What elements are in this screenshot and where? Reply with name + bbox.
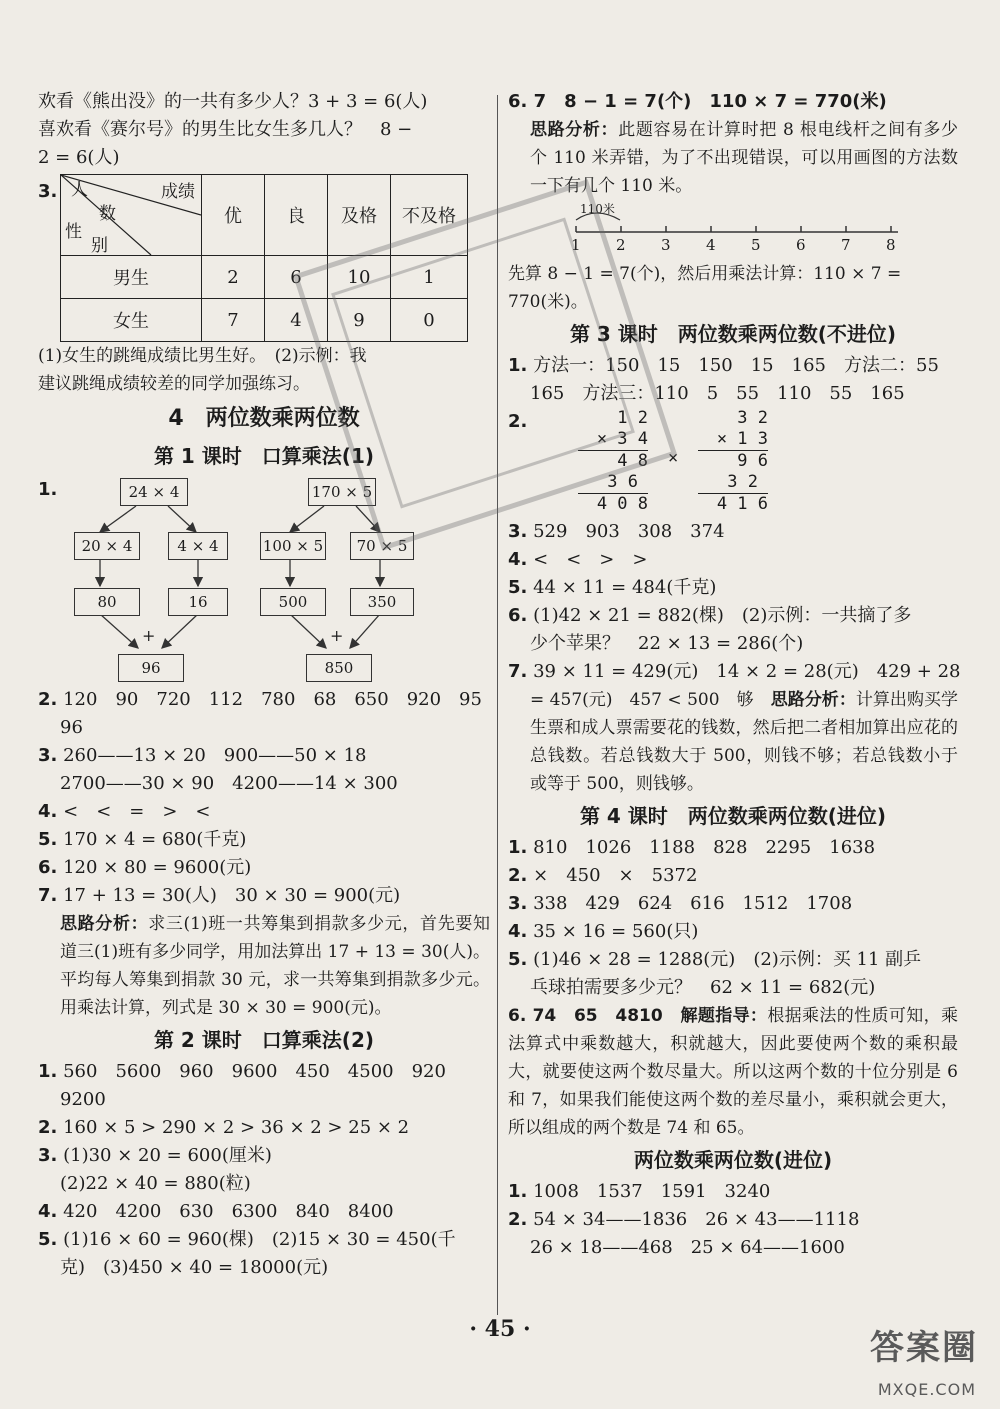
- answer-line: 96: [60, 717, 83, 738]
- lesson-title: 第 4 课时 两位数乘两位数(进位): [579, 804, 887, 828]
- answer-line: 4. 35 × 16 = 560(只): [508, 921, 699, 942]
- table-cell: 1: [391, 256, 468, 299]
- answer-line: 770(米)。: [508, 292, 588, 312]
- answer-line: 4. < < > >: [508, 549, 648, 570]
- table-cell: 4: [265, 299, 328, 342]
- answer-line: 165 方法三：110 5 55 110 55 165: [530, 383, 905, 404]
- page-number: · 45 ·: [469, 1316, 531, 1342]
- separator-mark: ×: [668, 448, 679, 468]
- question-number: 2.: [508, 411, 528, 432]
- lesson-title: 第 2 课时 口算乘法(2): [153, 1028, 375, 1052]
- vertical-calc: 1 2 × 3 4 4 8 3 6 4 0 8 × 3 2 × 1 3 9 6 3 2 4 1 6: [568, 408, 798, 518]
- tree-box: 4 × 4: [168, 532, 228, 560]
- answer-line: 3. 529 903 308 374: [508, 521, 725, 542]
- answer-line: 7. 17 + 13 = 30(人) 30 × 30 = 900(元): [38, 885, 401, 906]
- row-label: 男生: [61, 256, 202, 299]
- answer-line: 克) (3)450 × 40 = 18000(元): [60, 1257, 329, 1278]
- answer-line: 1. 560 5600 960 9600 450 4500 920: [38, 1061, 446, 1082]
- answer-line: 2. 160 × 5 > 290 × 2 > 36 × 2 > 25 × 2: [38, 1117, 410, 1138]
- analysis-paragraph: 思路分析：此题容易在计算时把 8 根电线杆之间有多少个 110 米弄错，为了不出现错误，可以用画图的方法数一下有几个 110 米。: [530, 120, 958, 196]
- tree-box: 350: [350, 588, 414, 616]
- tree-box: 170 × 5: [308, 478, 376, 506]
- intro-line: 喜欢看《赛尔号》的男生比女生多几人？ 8 −: [38, 119, 413, 140]
- number-line: [568, 200, 918, 260]
- table-cell: 6: [265, 256, 328, 299]
- tree-box: 850: [306, 654, 372, 682]
- tick-label: 2: [616, 236, 626, 254]
- header-cell: 及格: [328, 175, 391, 256]
- diag-people-label-1: 人: [71, 180, 88, 200]
- table-cell: 10: [328, 256, 391, 299]
- answer-line: 6. 120 × 80 = 9600(元): [38, 857, 252, 878]
- analysis-paragraph: 6. 74 65 4810 解题指导：根据乘法的性质可知，乘法算式中乘数越大，积就越大，因此要使两个数的乘积最大，就要使这两个数尽量大。所以这两个数的十位分别是 6 和 7，如果我们能使这两个数的差尽量小，乘积就会更大，所以组成的两个数是 74 和 65。: [508, 1006, 959, 1138]
- header-cell: 不及格: [391, 175, 468, 256]
- header-cell: 优: [202, 175, 265, 256]
- answer-line: 4. 420 4200 630 6300 840 8400: [38, 1201, 394, 1222]
- header-cell: 良: [265, 175, 328, 256]
- analysis-paragraph: = 457(元) 457 < 500 够 思路分析：计算出购买学生票和成人票需要花的钱数，然后把二者相加算出应花的总钱数。若总钱数大于 500，则钱不够；若总钱数小于或等于 500，则钱够。: [530, 690, 959, 794]
- q3-note: (1)女生的跳绳成绩比男生好。 (2)示例：我: [38, 346, 367, 366]
- answer-line: 3. (1)30 × 20 = 600(厘米): [38, 1145, 272, 1166]
- tree-box: 24 × 4: [120, 478, 188, 506]
- tick-label: 7: [841, 236, 851, 254]
- diag-gender-label-2: 别: [91, 236, 108, 256]
- lesson-title: 第 1 课时 口算乘法(1): [153, 444, 375, 468]
- analysis-paragraph: 思路分析：求三(1)班一共筹集到捐款多少元，首先要知道三(1)班有多少同学，用加法算出 17 + 13 = 30(人)。平均每人筹集到捐款 30 元，求一共筹集到捐款多少元。用乘法计算，列式是 30 × 30 = 900(元)。: [60, 914, 490, 1018]
- tree-box: 70 × 5: [350, 532, 414, 560]
- answer-line: 6. (1)42 × 21 = 882(棵) (2)示例：一共摘了多: [508, 605, 912, 626]
- answer-line: 5. 44 × 11 = 484(千克): [508, 577, 717, 598]
- tick-label: 1: [571, 236, 581, 254]
- answer-line: 2. 120 90 720 112 780 68 650 920 95: [38, 689, 482, 710]
- answer-line: 1. 810 1026 1188 828 2295 1638: [508, 837, 876, 858]
- table-cell: 2: [202, 256, 265, 299]
- answer-line: 6. 7 8 − 1 = 7(个) 110 × 7 = 770(米): [508, 91, 887, 112]
- answer-line: 5. (1)46 × 28 = 1288(元) (2)示例：买 11 副乒: [508, 949, 922, 970]
- tick-label: 4: [706, 236, 716, 254]
- tree-box: 80: [74, 588, 140, 616]
- intro-line: 2 = 6(人): [38, 147, 120, 168]
- table-cell: 0: [391, 299, 468, 342]
- diag-people-label-2: 数: [99, 204, 116, 224]
- answer-line: 3. 260——13 × 20 900——50 × 18: [38, 745, 367, 766]
- answer-line: 5. (1)16 × 60 = 960(棵) (2)15 × 30 = 450(千: [38, 1229, 456, 1250]
- tick-label: 5: [751, 236, 761, 254]
- tick-label: 8: [886, 236, 896, 254]
- question-number: 3.: [38, 181, 58, 202]
- answer-line: 1. 方法一：150 15 150 15 165 方法二：55: [508, 355, 939, 376]
- answer-line: 9200: [60, 1089, 106, 1110]
- tree-box: 20 × 4: [74, 532, 140, 560]
- answer-line: (2)22 × 40 = 880(粒): [60, 1173, 251, 1194]
- watermark-logo: 答案圈: [870, 1328, 978, 1368]
- lesson-title: 第 3 课时 两位数乘两位数(不进位): [569, 322, 897, 346]
- answer-line: 5. 170 × 4 = 680(千克): [38, 829, 247, 850]
- review-title: 两位数乘两位数(进位): [633, 1148, 833, 1172]
- answer-line: 26 × 18——468 25 × 64——1600: [530, 1237, 845, 1258]
- answer-line: 4. < < = > <: [38, 801, 211, 822]
- table-cell: 9: [328, 299, 391, 342]
- answer-line: 先算 8 − 1 = 7(个)，然后用乘法计算：110 × 7 =: [508, 264, 902, 284]
- q3-note: 建议跳绳成绩较差的同学加强练习。: [38, 374, 310, 394]
- tree-box: 100 × 5: [260, 532, 326, 560]
- answer-line: 乓球拍需要多少元？ 62 × 11 = 682(元): [530, 977, 876, 998]
- answer-line: 3. 338 429 624 616 1512 1708: [508, 893, 853, 914]
- answer-line: 2. 54 × 34——1836 26 × 43——1118: [508, 1209, 860, 1230]
- answer-line: 2. × 450 × 5372: [508, 865, 698, 886]
- unit-title: 4 两位数乘两位数: [168, 406, 360, 431]
- tree-box: 16: [168, 588, 228, 616]
- intro-line: 欢看《熊出没》的一共有多少人？3 + 3 = 6(人): [38, 91, 428, 112]
- table-cell: 7: [202, 299, 265, 342]
- answer-line: 1. 1008 1537 1591 3240: [508, 1181, 771, 1202]
- plus-sign: +: [142, 626, 156, 645]
- answer-line: 7. 39 × 11 = 429(元) 14 × 2 = 28(元) 429 + 28: [508, 661, 961, 682]
- answer-line: 2700——30 × 90 4200——14 × 300: [60, 773, 398, 794]
- tree-box: 500: [260, 588, 326, 616]
- tick-label: 6: [796, 236, 806, 254]
- tick-label: 3: [661, 236, 671, 254]
- diag-gender-label-1: 性: [65, 222, 82, 242]
- row-label: 女生: [61, 299, 202, 342]
- watermark-url: MXQE.COM: [877, 1380, 976, 1399]
- answer-line: 少个苹果？ 22 × 13 = 286(个): [530, 633, 804, 654]
- plus-sign: +: [330, 626, 344, 645]
- segment-label: 110米: [580, 202, 615, 216]
- diagonal-header-cell: [61, 175, 202, 256]
- question-number: 1.: [38, 479, 58, 500]
- diag-grade-label: 成绩: [161, 182, 195, 202]
- tree-box: 96: [118, 654, 184, 682]
